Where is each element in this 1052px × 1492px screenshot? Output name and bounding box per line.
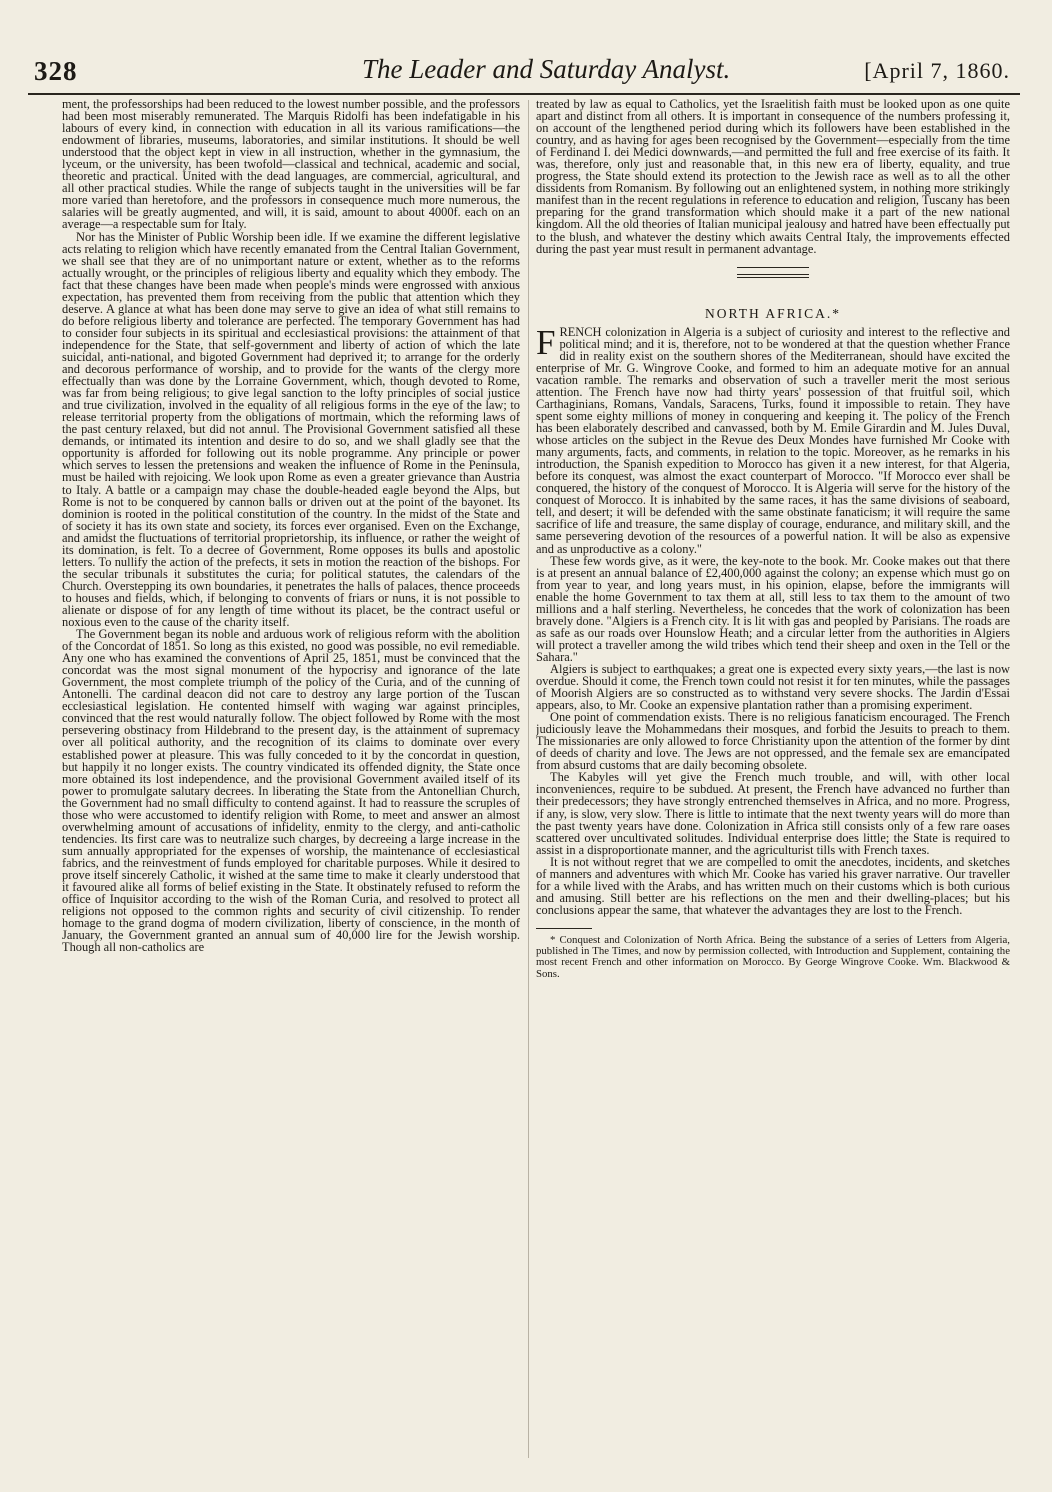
right-opening-paragraph: treated by law as equal to Catholics, yet the Israelitish faith must be looked upon as one quite apart and distinct from all others. It is important in consequence of the numbers professing it, on account of the lengthened period during which its followers have been established in the country, and as having for ages been recognised by the Government—especially from the time of Ferdinand I. dei Medici downwards,—and permitted the full and free exercise of its faith. It was, therefore, only just and reasonable that, in this new era of liberty, equality, and true progress, the State should extend its protection to the Jewish race as well as to all the other dissidents from Romanism. By following out an enlightened system, in nothing more strikingly manifest than in the recent regulations in reference to education and religion, Tuscany has been preparing for the grand transformation which should make it a part of the new national kingdom. All the old theories of Italian municipal jealousy and hatred have been effectually put to the blush, and whatever the destiny which awaits Central Italy, the improvements effected during the past year must result in permanent advantage. [536,98,1010,256]
article-paragraph-2: These few words give, as it were, the key-note to the book. Mr. Cooke makes out that there is at present an annual balance of £2,400,000 against the colony; an expense which must go on from year to year, and long years must, in his opinion, elapse, before the immigrants will enable the home Government to tax them at all, still less to tax them to the amount of two millions and a half sterling. Nevertheless, he concedes that the work of colonization has been bravely done. "Algiers is a French city. It is lit with gas and peopled by Parisians. The roads are as safe as our roads over Hounslow Heath; and a circular letter from the authorities in Algiers will protect a traveller among the wild tribes which tend their sheep and oxen in the Tell or the Sahara." [536,553,1010,664]
article-paragraph-4: One point of commendation exists. There is no religious fanaticism encouraged. The French judiciously leave the Mohammedans their mosques, and forbid the Jesuits to preach to them. The missionaries are only allowed to force Christianity upon the attention of the former by dint of deeds of charity and love. The Jews are not oppressed, and the female sex are emancipated from absurd customs that are daily becoming obsolete. [536,710,1010,773]
issue-date: [April 7, 1860. [864,58,1010,83]
left-paragraph-2: Nor has the Minister of Public Worship been idle. If we examine the different legislative acts relating to religion which have recently emanated from the Central Italian Government, we shall see that they are of no unimportant nature or extent, whether as to the reforms actually wrought, or the principles of religious liberty and equality which they embody. The fact that these changes have been made when people's minds were engrossed with anxious expectation, has prevented them from receiving from the public that attention which they deserve. A glance at what has been done may serve to give an idea of what still remains to do before religious liberty and tolerance are perfected. The temporary Government has had to consider four subjects in its spiritual and ecclesiastical provisions: the attainment of that independence for the State, that self-government and liberty of action of which the late suicidal, anti-national, and bigoted Government had deprived it; to arrange for the orderly and decorous performance of worship, and to provide for the wants of the clergy more effectually than was done by the Lorraine Government, which, though devoted to Rome, was far from being religious; to give legal sanction to the lofty principles of social justice and true civilization, involved in the equality of all religious forms in the eye of the law; to release territorial property from the obligations of mortmain, which the reforming laws of the past century relaxed, but did not annul. The Provisional Government satisfied all these demands, or intimated its intention and desire to do so, and we shall gladly see that the opportunity is afforded for following out its noble programme. Any principle or power which serves to lessen the pretensions and weaken the influence of Rome in the Peninsula, must be hailed with rejoicing. We look upon Rome as even a greater grievance than Austria to Italy. A battle or a campaign may chase the double-headed eagle beyond the Alps, but Rome is not to be conquered by cannon balls or driven out at the point of the bayonet. Its dominion is rooted in the political constitution of the country. In the midst of the State and of society it has its own state and society, its forces ever organised. Even on the Exchange, and amidst the fluctuations of territorial proprietorship, its influence, or rather the weight of its domination, is felt. To a decree of Government, Rome opposes its bulls and apostolic letters. To nullify the action of the prefects, it sets in motion the reaction of the bishops. For the secular tribunals it substitutes the curia; for political statutes, the calendars of the Church. Overstepping its own boundaries, it penetrates the halls of palaces, thence proceeds to houses and fields, which, if belonging to convents of friars or nuns, it is not possible to alienate or dispose of for any length of time without its placet, be the contract useful or noxious even to the cause of the charity itself. [62,229,520,630]
page-header [32,52,1022,92]
left-paragraph-3: The Government began its noble and arduous work of religious reform with the abolition of the Concordat of 1851. So long as this existed, no good was possible, no evil remediable. Any one who has examined the conventions of April 25, 1851, must be convinced that the concordat was the most signal monument of the hypocrisy and ignorance of the late Government, the most complete triumph of the policy of the Curia, and of the cunning of Antonelli. The cardinal deacon did not care to destroy any large portion of the Tuscan ecclesiastical legislation. He contented himself with waging war against principles, convinced that the rest would naturally follow. The object followed by Rome with the most persevering obstinacy from Hildebrand to the present day, is the attainment of supremacy over all political authority, and the recognition of its claims to dominate over every established power at pleasure. This was fully conceded to it by the concordat in question, but happily it no longer exists. The country vindicated its offended dignity, the State once more obtained its lost independence, and the provisional Government availed itself of its power to promulgate salutary decrees. In liberating the State from the Antonellian Church, the Government had no small difficulty to contend against. It had to reassure the scruples of those who were accustomed to identify religion with Rome, to meet and answer an almost overwhelming amount of accusations of infidelity, enmity to the clergy, and anti-catholic tendencies. Its first care was to neutralize such charges, by decreeing a large increase in the sum annually appropriated for the expenses of worship, the maintenance of ecclesiastical fabrics, and the reinvestment of funds employed for charitable purposes. While it desired to prove itself sincerely Catholic, it wished at the same time to make it clearly understood that it favoured alike all forms of belief existing in the State. It obstinately refused to reform the office of Inquisitor according to the wish of the Roman Curia, and resolved to protect all religions not opposed to the common rights and security of civil citizenship. To render homage to the grand dogma of modern civilization, liberty of conscience, in the month of January, the Government granted an annual sum of 40,000 lire for the Jewish worship. Though all non-catholics are [62,627,520,955]
page-number: 328 [34,56,78,86]
section-ornament-underline [737,277,809,278]
masthead-title: The Leader and Saturday Analyst. [362,54,731,84]
article-first-paragraph [536,322,1010,556]
section-ornament-rule [737,267,809,275]
article-paragraph-5: The Kabyles will yet give the French much trouble, and will, with other local inconveniences, require to be subdued. At present, the French have advanced no further than their predecessors; they have strongly entrenched themselves in Africa, and no more. Progress, if any, is slow, very slow. There is little to intimate that the next twenty years will do more than the past twenty years have done. Colonization in Africa still consists only of a few rare oases scattered over uncultivated solitudes. Individual enterprise does little; the State is required to assist in a disproportionate manner, and the agriculturist tills with French taxes. [536,770,1010,857]
column-divider [528,100,529,1458]
left-column [62,98,520,1464]
footnote: * Conquest and Colonization of North Africa. Being the substance of a series of Letters from Algeria, published in The Times, and now by permission collected, with Introduction and Supplement, containing the most recent French and other information on Morocco. By George Wingrove Cooke. Wm. Blackwood & Sons. [536,933,1010,980]
drop-cap: F [536,322,556,362]
right-column [536,98,1010,1464]
footnote-rule [536,928,592,929]
article-paragraph-3: Algiers is subject to earthquakes; a great one is expected every sixty years,—the last is now overdue. Should it come, the French town could not resist it for ten minutes, while the passages of Moorish Algiers are so constructed as to withstand very severe shocks. The Jardin d'Essai appears, also, to Mr. Cooke an expensive plantation rather than a promising experiment. [536,661,1010,713]
left-paragraph-1: ment, the professorships had been reduced to the lowest number possible, and the professors had been most miserably remunerated. The Marquis Ridolfi has been indefatigable in his labours of every kind, in connection with education in all its various ramifications—the endowment of libraries, museums, laboratories, and similar institutions. It should be well understood that the object kept in view in all instruction, whether in the gymnasium, the lyceum, or the university, has been twofold—classical and technical, academic and social, theoretic and practical. United with the dead languages, are commercial, agricultural, and all other practical studies. While the range of subjects taught in the universities will be far more varied than heretofore, and the professors in consequence much more numerous, the salaries will be greatly augmented, and will, it is said, amount to about 4000f. each on an average—a respectable sum for Italy. [62,98,520,232]
section-title: NORTH AFRICA.* [705,305,841,321]
header-rule [28,93,1020,95]
article-first-paragraph-text: RENCH colonization in Algeria is a subject of curiosity and interest to the reflective and political mind; and it is, therefore, not to be wondered at that the question whether France did in reality exist on the southern shores of the Mediterranean, should have excited the enterprise of Mr. G. Wingrove Cooke, and formed to him an adequate motive for an annual vacation ramble. The remarks and observation of such a traveller merit the most serious attention. The French have now had thirty years' possession of that fruitful soil, which Carthaginians, Romans, Vandals, Saracens, Turks, found it impossible to retain. They have spent some eighty millions of money in conquering and keeping it. The policy of the French has been elaborately described and canvassed, both by M. Emile Girardin and M. Jules Duval, whose articles on the subject in the Revue des Deux Mondes have furnished Mr Cooke with many arguments, facts, and comments, in relation to the topic. Moreover, as he remarks in his introduction, the Spanish expedition to Morocco has given it a new interest, for that Algeria, before its conquest, was almost the exact counterpart of Morocco. "If Morocco ever shall be conquered, the history of the conquest of Morocco. It is Algeria will serve for the history of the conquest of Morocco. It is inhabited by the same races, it has the same divisions of seaboard, tell, and desert; it will be defended with the same obstinate fanaticism; it will require the same sacrifice of life and treasure, the same display of courage, endurance, and military skill, and the same persevering devotion of the resources of a powerful nation. It will be also as expensive and as unproductive as a colony." [536,324,1010,556]
article-paragraph-6: It is not without regret that we are compelled to omit the anecdotes, incidents, and sketches of manners and adventures with which Mr. Cooke has varied his graver narrative. Our traveller for a while lived with the Arabs, and has written much on their customs which is both curious and amusing. Still better are his reflections on the men and their dwelling-places; but his conclusions appear the same, that whatever the advantages they are lost to the French. [536,854,1010,917]
